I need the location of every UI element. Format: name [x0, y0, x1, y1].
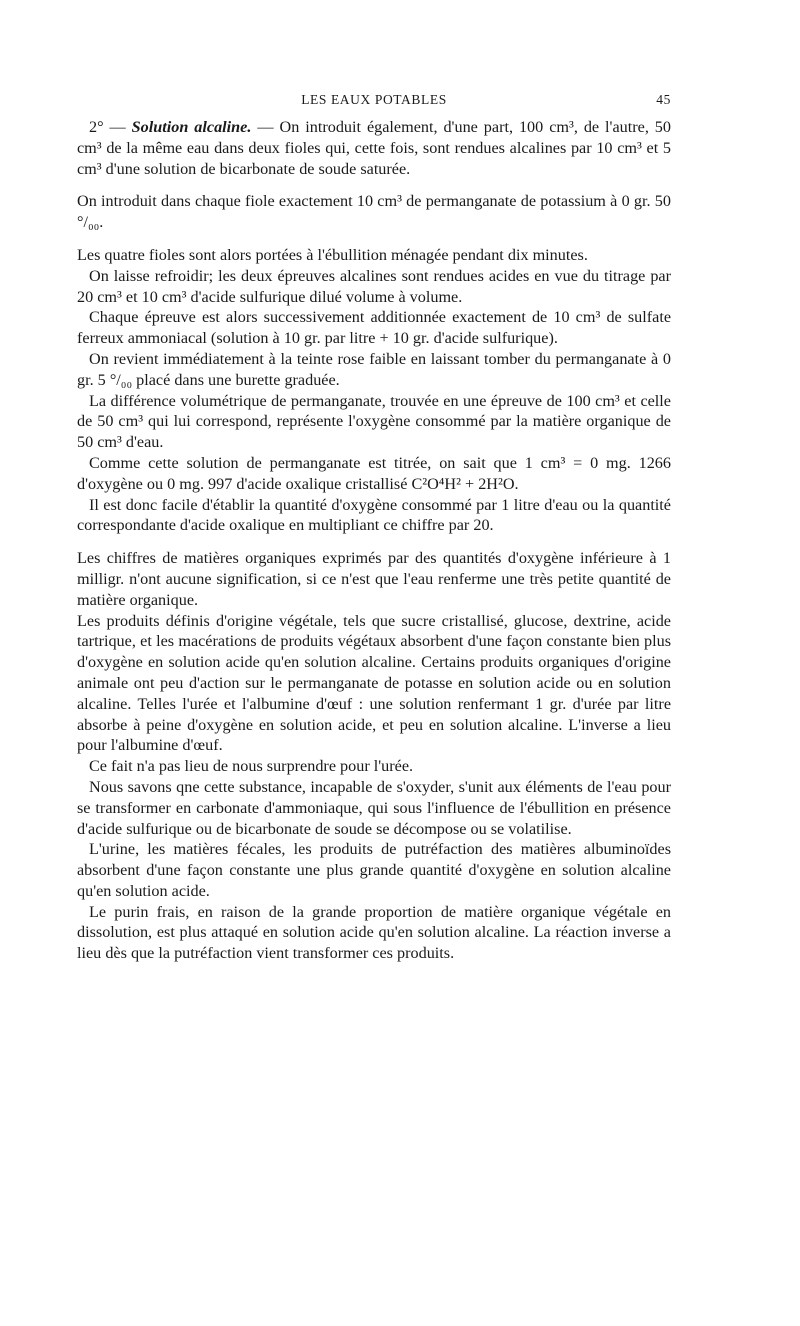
- paragraph: On revient immédiatement à la teinte rose faible en laissant tomber du permanganate à 0 gr. 5 °/₀₀ placé dans une burette graduée.: [77, 349, 671, 389]
- paragraph: Le purin frais, en raison de la grande proportion de matière organique végétale en dissolution, est plus attaqué en solution acide qu'en solution alcaline. La réaction inverse a lieu dès que la putréfaction vient transformer ces produits.: [77, 902, 671, 963]
- paragraph-solution-alcaline: [77, 117, 671, 179]
- paragraph-text: — On introduit également, d'une part, 100 cm³, de l'autre, 50 cm³ de la même eau dans deux fioles qui, cette fois, sont rendues alcalines par 10 cm³ et 5 cm³ d'une solution de bicarbonate de soude saturée.: [77, 118, 671, 178]
- paragraph: On introduit dans chaque fiole exactement 10 cm³ de permanganate de potassium à 0 gr. 50 °/₀₀.: [77, 192, 671, 232]
- running-title: LES EAUX POTABLES: [301, 92, 447, 107]
- section-title: Solution alcaline.: [131, 118, 252, 136]
- paragraph: Il est donc facile d'établir la quantité d'oxygène consommé par 1 litre d'eau ou la quantité correspondante d'acide oxalique en multipliant ce chiffre par 20.: [77, 495, 671, 535]
- paragraph: Ce fait n'a pas lieu de nous surprendre pour l'urée.: [89, 757, 414, 776]
- section-number: 2° —: [89, 118, 132, 136]
- running-head: [77, 92, 671, 114]
- paragraph: Les chiffres de matières organiques exprimés par des quantités d'oxygène inférieure à 1 milligr. n'ont aucune signification, si ce n'est que l'eau renferme une très petite quantité de matière organique.: [77, 549, 671, 609]
- paragraph: On laisse refroidir; les deux épreuves alcalines sont rendues acides en vue du titrage par 20 cm³ et 10 cm³ d'acide sulfurique dilué volume à volume.: [77, 266, 671, 306]
- paragraph: Chaque épreuve est alors successivement additionnée exactement de 10 cm³ de sulfate ferreux ammoniacal (solution à 10 gr. par litre + 10 gr. d'acide sulfurique).: [77, 308, 671, 348]
- paragraph: Les produits définis d'origine végétale, tels que sucre cristallisé, glucose, dextrine, acide tartrique, et les macérations de produits végétaux absorbent d'une façon constante bien plus d'oxygène en solution acide qu'en solution alcaline. Certains produits organiques d'origine animale ont peu d'action sur le permanganate de potasse en solution acide ou en solution alcaline. Telles l'urée et l'albumine d'œuf : une solution renfermant 1 gr. d'urée par litre absorbe à peine d'oxygène en solution acide, et peu en solution alcaline. L'inverse a lieu pour l'albumine d'œuf.: [77, 611, 671, 755]
- book-page: [77, 92, 671, 964]
- paragraph: Les quatre fioles sont alors portées à l'ébullition ménagée pendant dix minutes.: [77, 245, 588, 264]
- paragraph: Comme cette solution de permanganate est titrée, on sait que 1 cm³ = 0 mg. 1266 d'oxygène ou 0 mg. 997 d'acide oxalique cristallisé C²O⁴H² + 2H²O.: [77, 453, 671, 493]
- paragraph: La différence volumétrique de permanganate, trouvée en une épreuve de 100 cm³ et celle de 50 cm³ qui lui correspond, représente l'oxygène consommé par la matière organique de 50 cm³ d'eau.: [77, 391, 671, 452]
- page-number: 45: [656, 92, 671, 107]
- paragraph: L'urine, les matières fécales, les produits de putréfaction des matières albuminoïdes absorbent d'une façon constante une plus grande quantité d'oxygène en solution alcaline qu'en solution acide.: [77, 840, 671, 900]
- paragraph: Nous savons qne cette substance, incapable de s'oxyder, s'unit aux éléments de l'eau pour se transformer en carbonate d'ammoniaque, qui sous l'influence de l'ébullition en présence d'acide sulfurique ou de bicarbonate de soude se décompose ou se volatilise.: [77, 777, 671, 838]
- body-text: [77, 117, 671, 964]
